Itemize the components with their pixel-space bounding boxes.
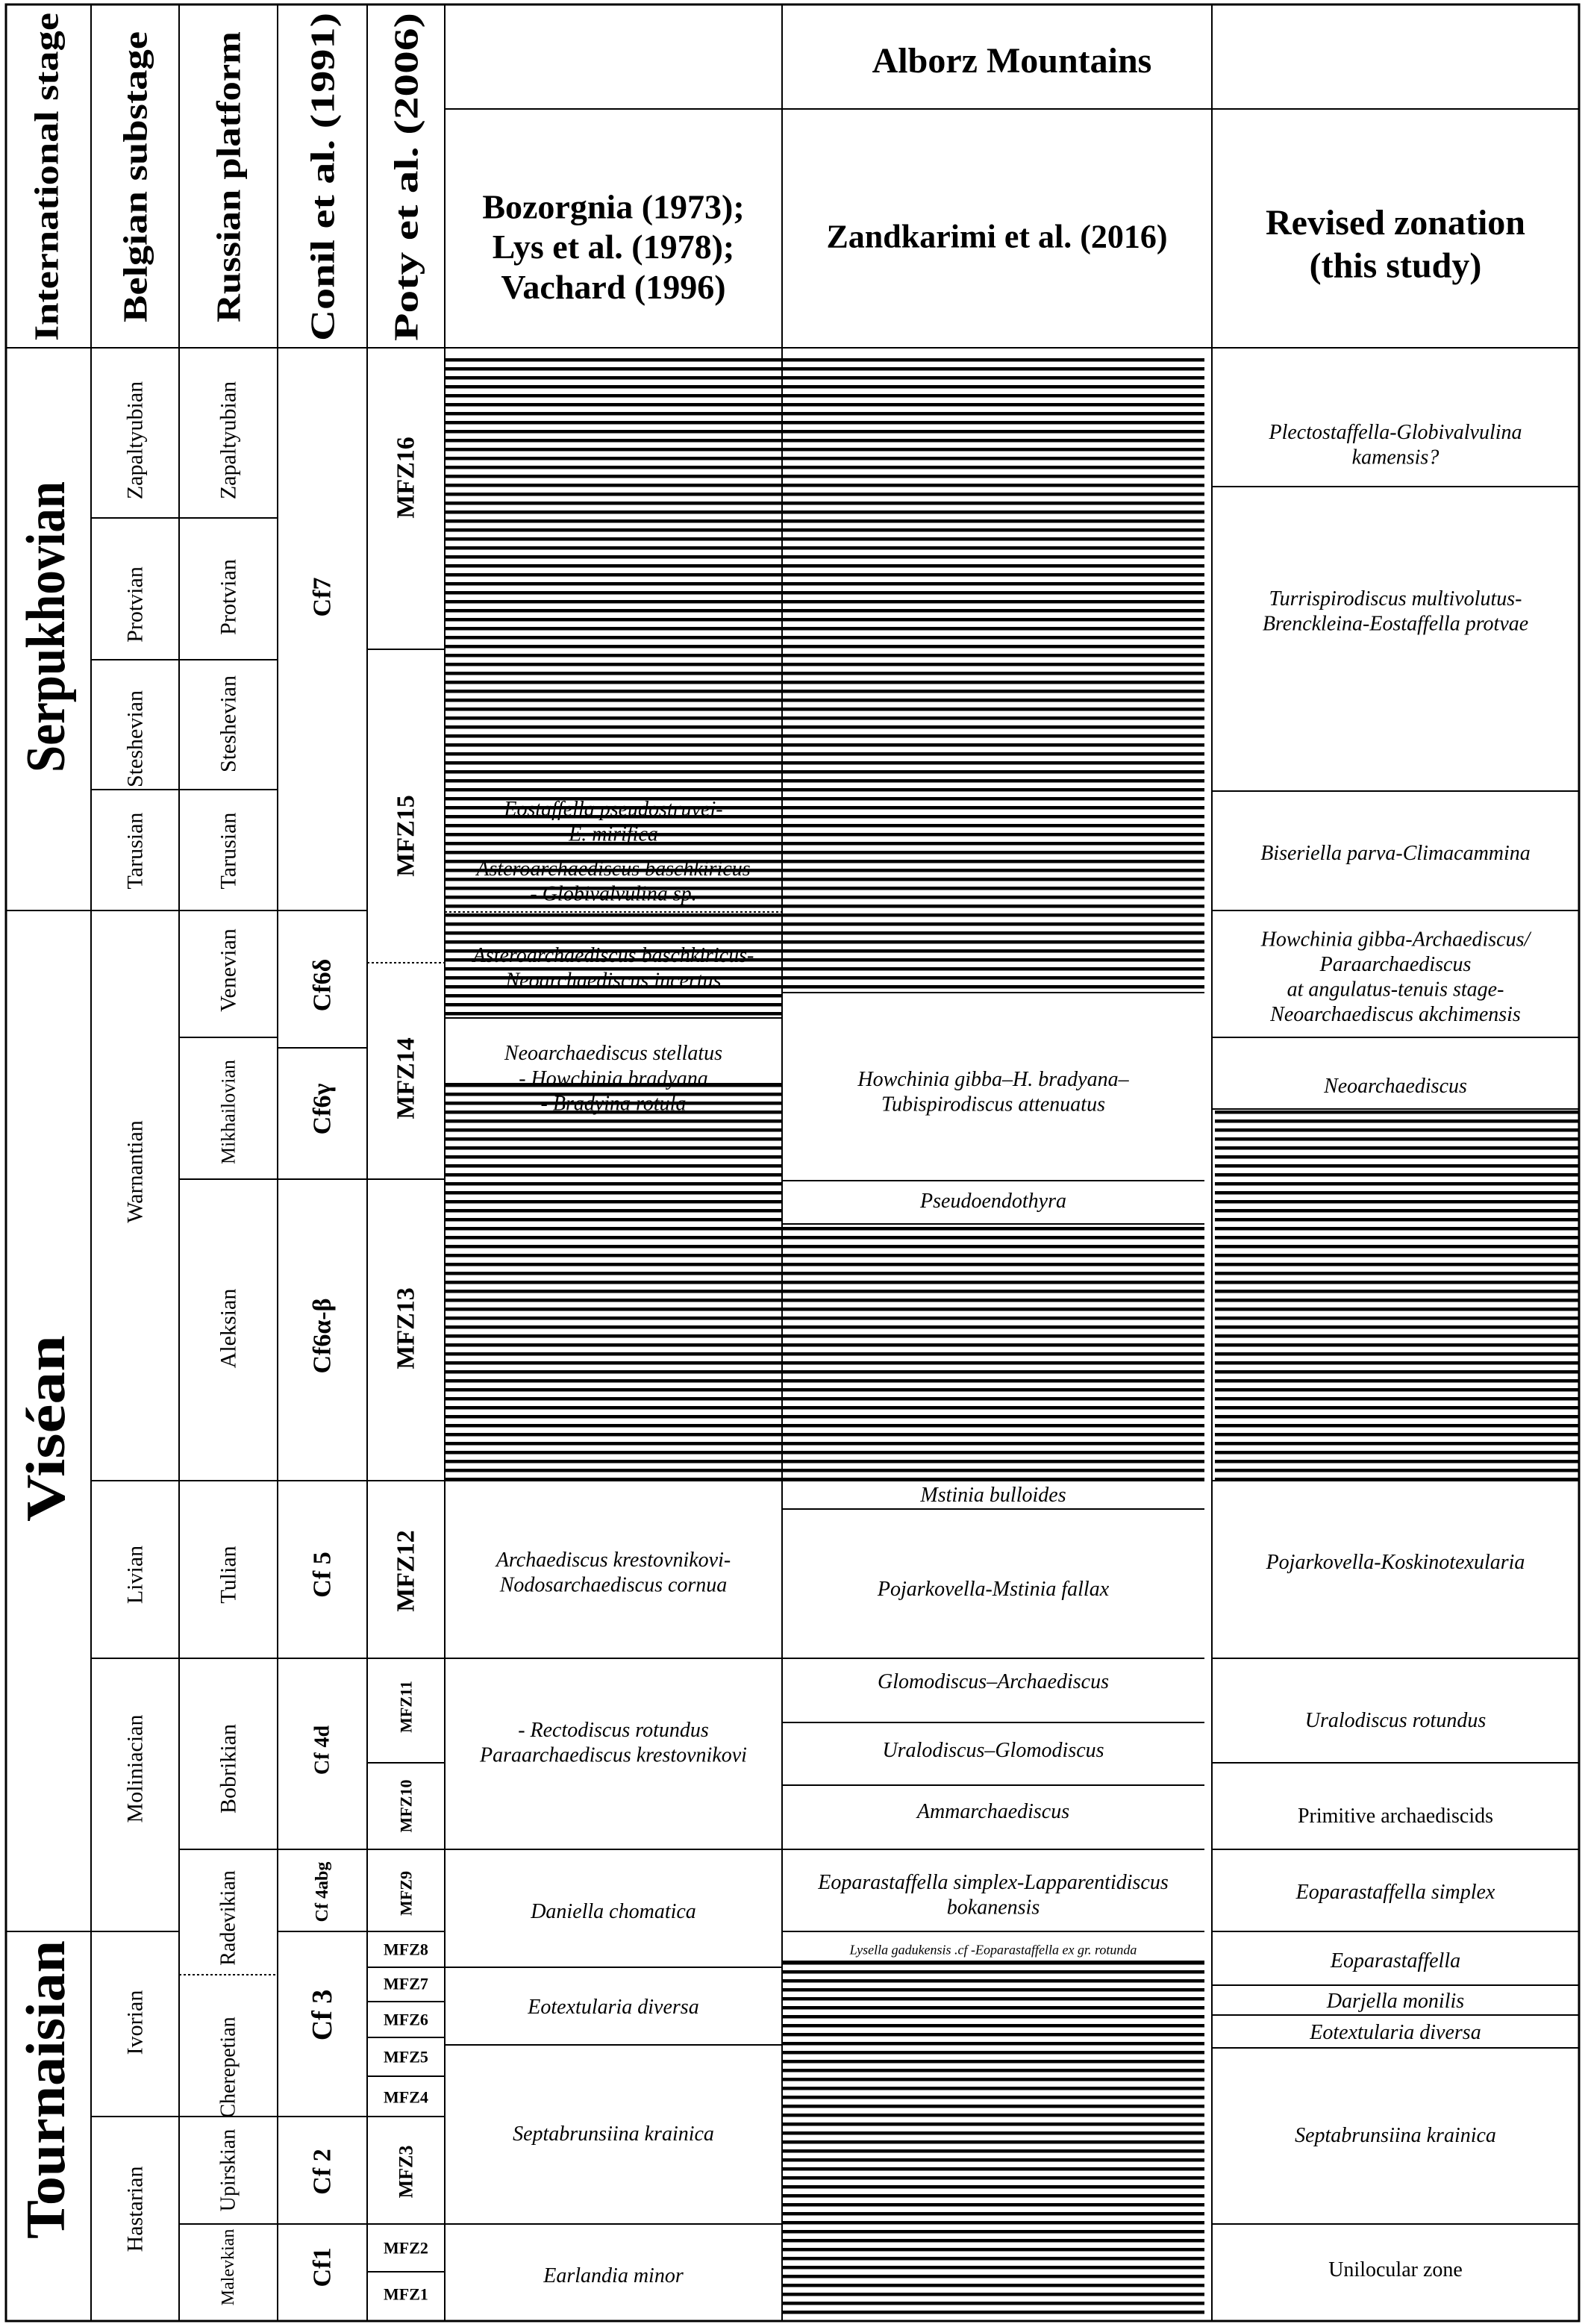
zone-label: Lysella gadukensis .cf -Eoparastaffella ex gr. rotunda	[849, 1942, 1137, 1958]
zone-label: Neoarchaediscus	[1324, 1074, 1467, 1098]
zone-label: Glomodiscus–Archaediscus	[877, 1669, 1110, 1693]
conil-cf5: Cf 5	[308, 1552, 337, 1598]
russian-zapaltyubian: Zapaltyubian	[216, 381, 241, 500]
poty-mfz13: MFZ13	[392, 1287, 420, 1369]
poty-mfz1: MFZ1	[384, 2284, 428, 2304]
zone-label: Unilocular zone	[1328, 2258, 1463, 2281]
zone-label: Pseudoendothyra	[920, 1189, 1066, 1213]
zone-label: Pojarkovella-Mstinia fallax	[877, 1577, 1110, 1601]
conil-cf2: Cf 2	[308, 2149, 337, 2195]
poty-mfz5: MFZ5	[384, 2047, 428, 2067]
belgian-ivorian: Ivorian	[122, 1990, 148, 2055]
poty-mfz3: MFZ3	[395, 2145, 417, 2199]
zone-label: Asteroarchaediscus baschkiricus - Globivalvulina sp.	[476, 858, 751, 906]
zone-label: Mstinia bulloides	[920, 1483, 1066, 1507]
zone-label: Eostaffella pseudostruvei-E. mirifica	[504, 798, 723, 846]
conil-cf4abg: Cf 4abg	[313, 1861, 332, 1922]
zone-label: Ammarchaediscus	[916, 1799, 1070, 1823]
zone-label: Asteroarchaediscus baschkiricus-Neoarchaediscus incertus	[472, 944, 754, 993]
belgian-warnantian: Warnantian	[122, 1120, 148, 1223]
header-zandkarimi: Zandkarimi et al. (2016)	[826, 218, 1168, 255]
zone-label: Primitive archaediscids	[1297, 1804, 1494, 1828]
zone-label: Eotextularia diversa	[528, 1995, 699, 2019]
russian-mikhailovian: Mikhailovian	[217, 1059, 240, 1165]
zone-label: Howchinia gibba-Archaediscus/ Paraarchaediscus at angulatus-tenuis stage-Neoarchaediscus akchimensis	[1260, 928, 1531, 1027]
conil-cf6-delta: Cf6δ	[308, 958, 337, 1012]
poty-mfz4: MFZ4	[384, 2087, 428, 2107]
stage-serpukhovian: Serpukhovian	[16, 440, 77, 772]
poty-mfz15: MFZ15	[392, 795, 420, 877]
belgian-moliniacian: Moliniacian	[122, 1714, 148, 1823]
zone-label: Archaediscus krestovnikovi-Nodosarchaediscus cornua	[496, 1549, 731, 1597]
zone-label: Eoparastaffella	[1330, 1949, 1461, 1972]
russian-aleksian: Aleksian	[216, 1288, 241, 1369]
header-conil: Conil et al. (1991)	[303, 81, 342, 341]
stage-visean: Viséan	[16, 1364, 77, 1522]
belgian-livian: Livian	[122, 1545, 148, 1605]
hatched-gap	[445, 354, 782, 1018]
conil-cf6-alpha-beta: Cf6α-β	[308, 1298, 337, 1374]
header-bozorgnia: Bozorgnia (1973); Lys et al. (1978); Vachard (1996)	[482, 187, 745, 306]
zone-label: Darjella monilis	[1326, 1989, 1465, 2013]
poty-mfz11: MFZ11	[396, 1681, 416, 1733]
zone-label: Earlandia minor	[543, 2264, 684, 2287]
stage-tournaisian: Tournaisian	[16, 1955, 77, 2239]
zone-label: - Rectodiscus rotundus Paraarchaediscus krestovnikovi	[480, 1719, 747, 1767]
russian-cherepetian: Cherepetian	[216, 2017, 240, 2118]
header-revised-zonation: Revised zonation (this study)	[1266, 203, 1525, 286]
russian-malevkian: Malevkian	[219, 2228, 238, 2306]
belgian-zapaltyubian: Zapaltyubian	[122, 381, 148, 500]
belgian-steshevian: Steshevian	[122, 690, 148, 787]
poty-mfz6: MFZ6	[384, 2010, 428, 2029]
zone-label: Neoarchaediscus stellatus - Howchinia bradyana - Bradyina rotula	[504, 1042, 723, 1116]
zone-label: Daniella chomatica	[531, 1899, 696, 1923]
zone-label: Eoparastaffella simplex	[1295, 1880, 1495, 1904]
russian-venevian: Venevian	[216, 928, 241, 1012]
zone-label: Eoparastaffella simplex-Lapparentidiscus bokanensis	[818, 1871, 1169, 1920]
hatched-gap	[782, 1224, 1204, 1482]
header-international-stage: International stage	[27, 63, 66, 341]
zone-label: Plectostaffella-Globivalvulina kamensis?	[1269, 421, 1522, 469]
zone-label: Pojarkovella-Koskinotexularia	[1266, 1550, 1525, 1574]
header-belgian-substage: Belgian substage	[116, 77, 154, 322]
zone-label: Eotextularia diversa	[1310, 2020, 1481, 2044]
russian-protvian: Protvian	[216, 559, 241, 635]
zone-label: Septabrunsiina krainica	[513, 2122, 714, 2146]
conil-cf1: Cf1	[308, 2247, 337, 2287]
hatched-gap	[782, 354, 1204, 993]
zone-label: Howchinia gibba–H. bradyana– Tubispirodiscus attenuatus	[857, 1068, 1129, 1116]
hatched-gap	[1215, 1109, 1579, 1482]
poty-mfz9: MFZ9	[396, 1871, 416, 1916]
poty-mfz8: MFZ8	[384, 1940, 428, 1959]
zone-label: Septabrunsiina krainica	[1295, 2123, 1496, 2147]
hatched-gap	[782, 1961, 1204, 2317]
zone-label: Uralodiscus rotundus	[1304, 1708, 1487, 1732]
russian-steshevian: Steshevian	[216, 675, 241, 772]
russian-tulian: Tulian	[216, 1546, 241, 1604]
conil-cf3: Cf 3	[307, 1989, 338, 2041]
zone-label: Biseriella parva-Climacammina	[1260, 841, 1531, 865]
russian-upirskian: Upirskian	[216, 2128, 240, 2212]
conil-cf7: Cf7	[308, 577, 337, 617]
belgian-tarusian: Tarusian	[122, 812, 148, 890]
poty-mfz10: MFZ10	[396, 1779, 416, 1833]
poty-mfz16: MFZ16	[392, 437, 420, 519]
zone-label: Turrispirodiscus multivolutus-Brenckleina-Eostaffella protvae	[1262, 587, 1529, 636]
poty-mfz7: MFZ7	[384, 1974, 428, 1993]
belgian-hastarian: Hastarian	[122, 2166, 148, 2252]
belgian-protvian: Protvian	[122, 566, 148, 643]
poty-mfz14: MFZ14	[392, 1037, 420, 1119]
conil-cf6-gamma: Cf6γ	[308, 1083, 337, 1135]
poty-mfz2: MFZ2	[384, 2238, 428, 2258]
header-russian-platform: Russian platform	[209, 67, 248, 323]
russian-bobrikian: Bobrikian	[216, 1724, 241, 1814]
zone-label: Uralodiscus–Glomodiscus	[882, 1738, 1104, 1762]
conil-cf4d: Cf 4d	[310, 1725, 334, 1775]
header-poty: Poty et al. (2006)	[387, 95, 425, 341]
russian-radevikian: Radevikian	[216, 1870, 240, 1966]
poty-mfz12: MFZ12	[392, 1530, 420, 1612]
hatched-gap	[445, 1084, 782, 1482]
title-alborz-mountains: Alborz Mountains	[872, 40, 1152, 81]
russian-tarusian: Tarusian	[216, 812, 241, 890]
